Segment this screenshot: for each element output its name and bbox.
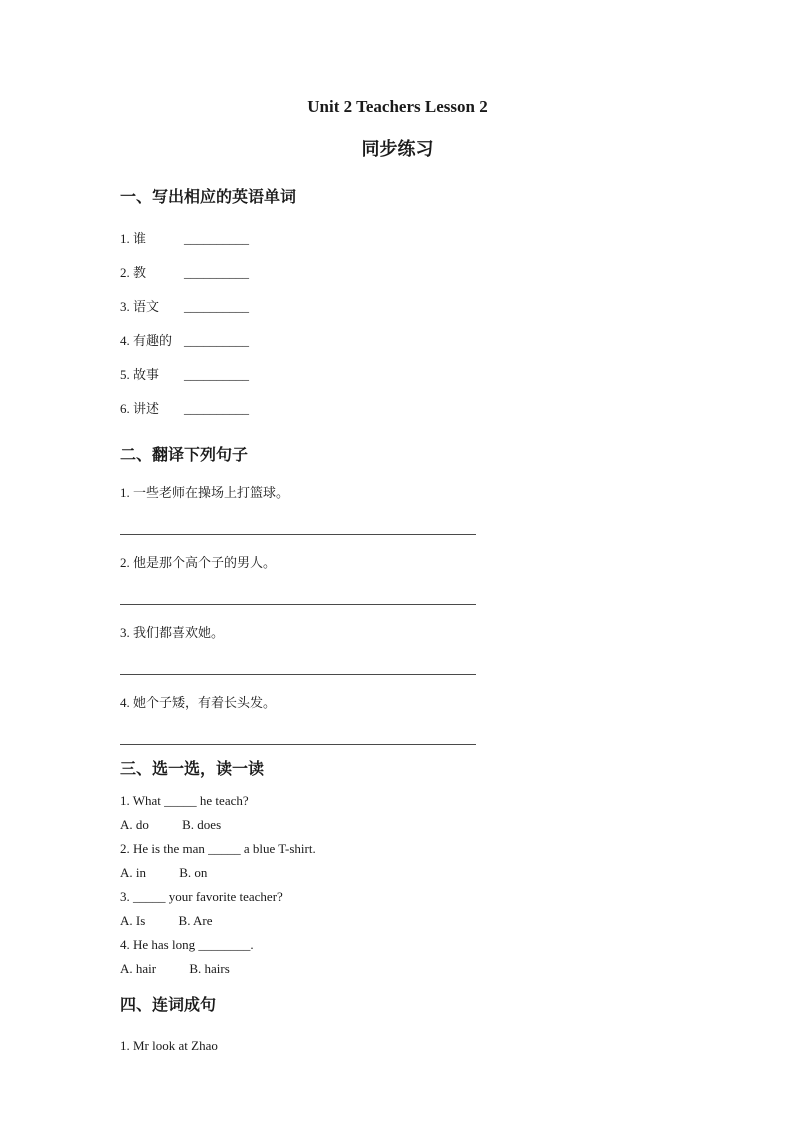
- vocab-blank: __________: [184, 333, 249, 348]
- choice-options: [120, 817, 675, 833]
- choice-option-a: A. in: [120, 865, 146, 880]
- section-2-heading: 二、翻译下列句子: [120, 445, 249, 464]
- vocab-label: 6. 讲述: [120, 401, 160, 416]
- vocab-label: 4. 有趣的: [120, 333, 173, 348]
- vocab-item: [120, 263, 675, 283]
- choice-option-a: A. do: [120, 817, 149, 832]
- choice-option-a: A. hair: [120, 961, 157, 976]
- choice-list: [120, 793, 675, 977]
- vocab-item: [120, 331, 675, 351]
- choice-option-a: A. Is: [120, 913, 146, 928]
- vocab-blank: __________: [184, 367, 249, 382]
- translation-item: [120, 553, 675, 605]
- choice-option-b: B. on: [179, 865, 208, 880]
- answer-line: [120, 674, 476, 675]
- vocab-blank: __________: [184, 401, 249, 416]
- choice-options: [120, 913, 675, 929]
- choice-question: 1. What _____ he teach?: [120, 793, 249, 808]
- vocab-label: 1. 谁: [120, 231, 147, 246]
- vocab-label: 2. 教: [120, 265, 147, 280]
- answer-line: [120, 604, 476, 605]
- choice-option-b: B. does: [182, 817, 222, 832]
- vocab-blank: __________: [184, 299, 249, 314]
- vocab-item: [120, 365, 675, 385]
- vocab-item: [120, 399, 675, 419]
- section-3-heading: 三、选一选，读一读: [120, 759, 265, 778]
- choice-options: [120, 865, 675, 881]
- translation-sentence: 3. 我们都喜欢她。: [120, 625, 225, 640]
- translation-item: [120, 483, 675, 535]
- vocab-item: [120, 229, 675, 249]
- answer-line: [120, 744, 476, 745]
- section-4-heading: 四、连词成句: [120, 995, 217, 1014]
- worksheet-title-english: Unit 2 Teachers Lesson 2: [307, 97, 488, 116]
- choice-option-b: B. hairs: [189, 961, 230, 976]
- translation-item: [120, 623, 675, 675]
- vocab-list: [120, 229, 675, 419]
- vocab-item: [120, 297, 675, 317]
- section-1-heading: 一、写出相应的英语单词: [120, 187, 297, 206]
- choice-options: [120, 961, 675, 977]
- rearrange-item: 1. Mr look at Zhao: [120, 1038, 218, 1053]
- vocab-blank: __________: [184, 231, 249, 246]
- vocab-blank: __________: [184, 265, 249, 280]
- translation-sentence: 2. 他是那个高个子的男人。: [120, 555, 277, 570]
- translation-list: [120, 483, 675, 745]
- vocab-label: 3. 语文: [120, 299, 160, 314]
- choice-question: 4. He has long ________.: [120, 937, 254, 952]
- choice-question: 2. He is the man _____ a blue T-shirt.: [120, 841, 316, 856]
- translation-item: [120, 693, 675, 745]
- translation-sentence: 4. 她个子矮，有着长头发。: [120, 695, 277, 710]
- choice-question: 3. _____ your favorite teacher?: [120, 889, 283, 904]
- vocab-label: 5. 故事: [120, 367, 160, 382]
- answer-line: [120, 534, 476, 535]
- translation-sentence: 1. 一些老师在操场上打篮球。: [120, 485, 290, 500]
- worksheet-title-chinese: 同步练习: [361, 139, 434, 160]
- choice-option-b: B. Are: [178, 913, 213, 928]
